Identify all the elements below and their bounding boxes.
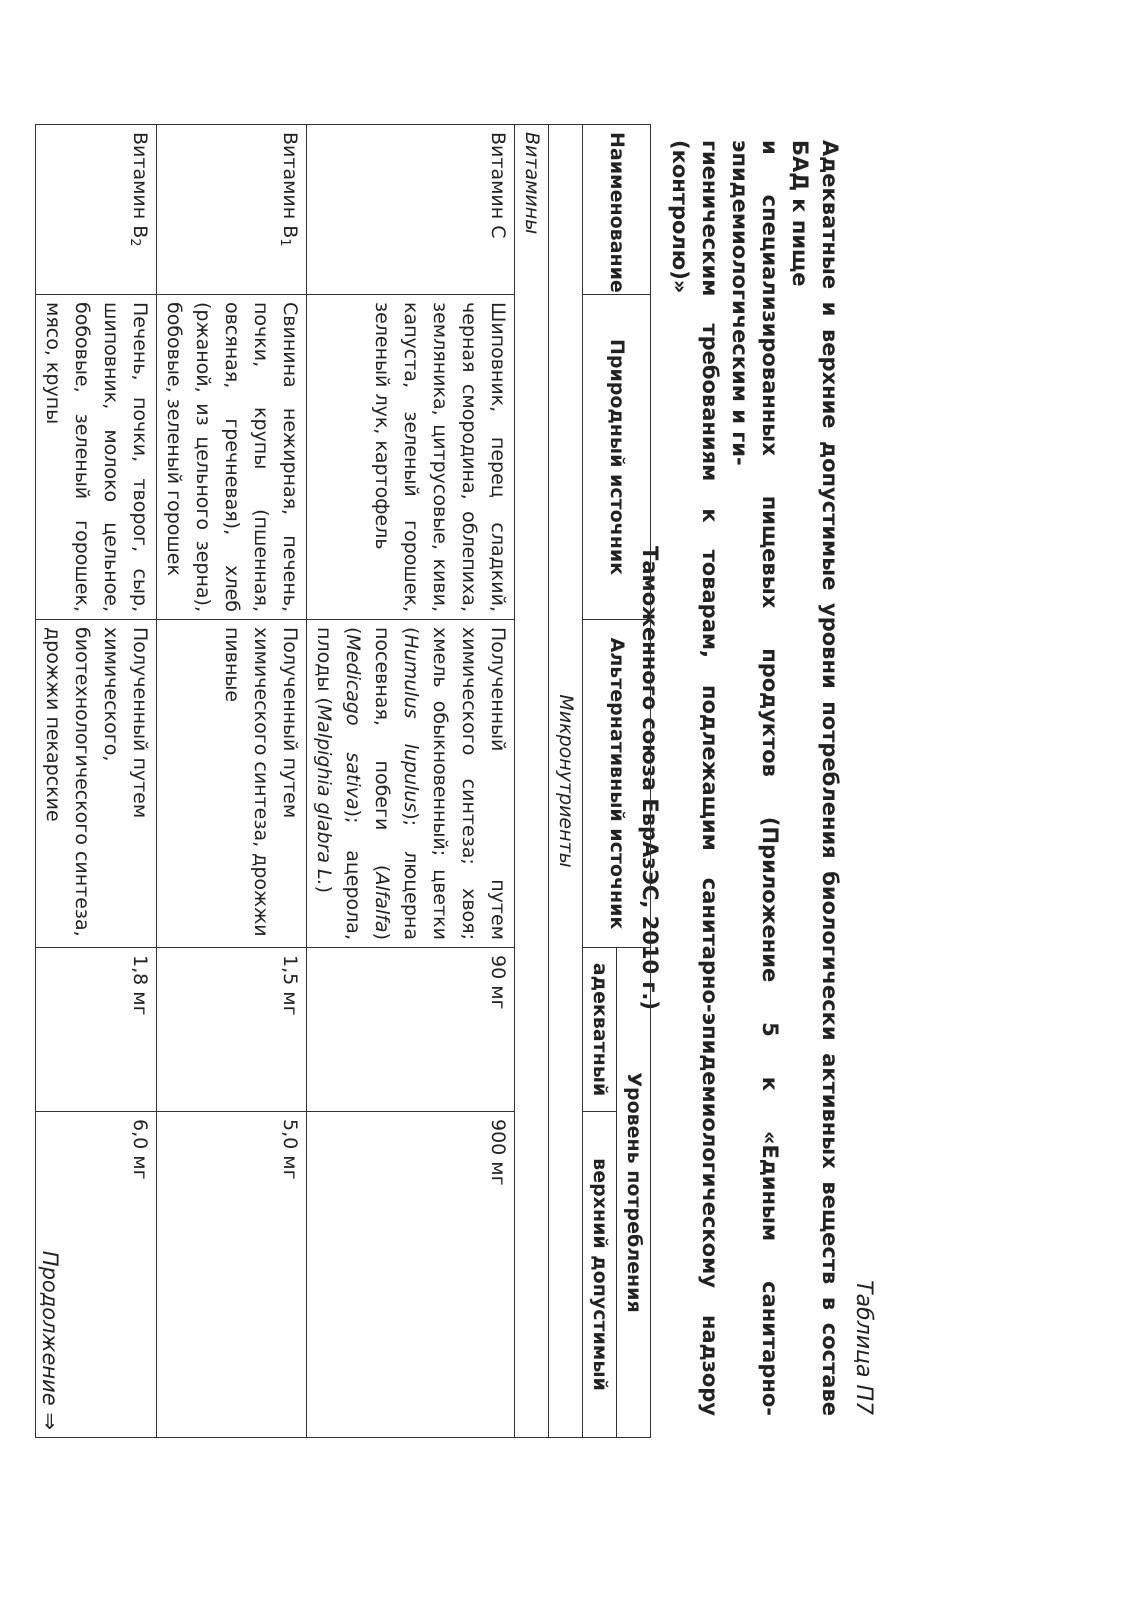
adequate-level: 1,8 мг [36, 948, 157, 1112]
alternative-source: Полученный путем химического синтеза; хвоя; хмель обыкновенный; цветки (Humulus lupulus); люцерна посевная, побеги (Alfalfa) (Medicago sativa); ацерола, плоды (Malpighia glabra L.) [307, 620, 515, 948]
adequate-level: 1,5 мг [157, 948, 307, 1112]
upper-level: 900 мг [307, 1112, 515, 1438]
adequate-level: 90 мг [307, 948, 515, 1112]
nutrient-table [35, 124, 651, 1438]
section-micronutrients: Микронутриенты [549, 125, 583, 1438]
header-row [617, 125, 651, 1438]
caption-line: Адекватные и верхние допустимые уровни потребления биологически активных веществ в составе БАД к пище [788, 140, 842, 1416]
upper-level: 5,0 мг [157, 1112, 307, 1438]
continuation-label: Продолжение [38, 1250, 62, 1406]
table-row [36, 125, 157, 1438]
table-caption [635, 140, 845, 1416]
natural-source: Печень, почки, творог, сыр, шиповник, молоко цельное, бобовые, зеленый горошек, мясо, крупы [36, 295, 157, 620]
section-vitamins: Витамины [515, 125, 549, 1438]
caption-line: и специализированных пищевых продуктов (Приложение 5 к «Единым санитарно-эпидемиологическим и ги- [728, 140, 782, 1416]
header-upper: верхний допустимый [583, 1112, 617, 1438]
vitamin-name: Витамин С [307, 125, 515, 295]
alternative-source: Полученный путем химического синтеза, дрожжи пивные [157, 620, 307, 948]
vitamin-name: Витамин $В_2$ [36, 125, 157, 295]
header-level: Уровень потребления [617, 948, 651, 1438]
caption-line: Таможенного союза ЕврАзЭС, 2010 г.) [638, 546, 662, 1010]
header-natural: Природный источник [583, 295, 651, 620]
header-name: Наименование [583, 125, 651, 295]
table-label: Таблица П7 [851, 1280, 876, 1415]
header-alternative: Альтернативный источник [583, 620, 651, 948]
vitamin-name: Витамин $В_1$ [157, 125, 307, 295]
natural-source: Шиповник, перец сладкий, черная смородина, облепиха, земляника, цитрусовые, киви, капуста, зеленый горошек, зеленый лук, картофель [307, 295, 515, 620]
table-row [307, 125, 515, 1438]
table-row [157, 125, 307, 1438]
section-row [515, 125, 549, 1438]
natural-source: Свинина нежирная, печень, почки, крупы (пшенная, овсяная, гречневая), хлеб (ржаной, из цельного зерна), бобовые, зеленый горошек [157, 295, 307, 620]
upper-level: 6,0 мг [36, 1112, 157, 1438]
alternative-source: Полученный путем химического, биотехнологического синтеза, дрожжи пекарские [36, 620, 157, 948]
section-row [549, 125, 583, 1438]
header-adequate: адекватный [583, 948, 617, 1112]
caption-line: гиеническим требованиям к товарам, подлежащим санитарно-эпидемиологическому надзору (контролю)» [668, 140, 722, 1416]
arrow-right-icon: ⇒ [38, 1412, 62, 1430]
continuation-note [38, 1251, 62, 1430]
